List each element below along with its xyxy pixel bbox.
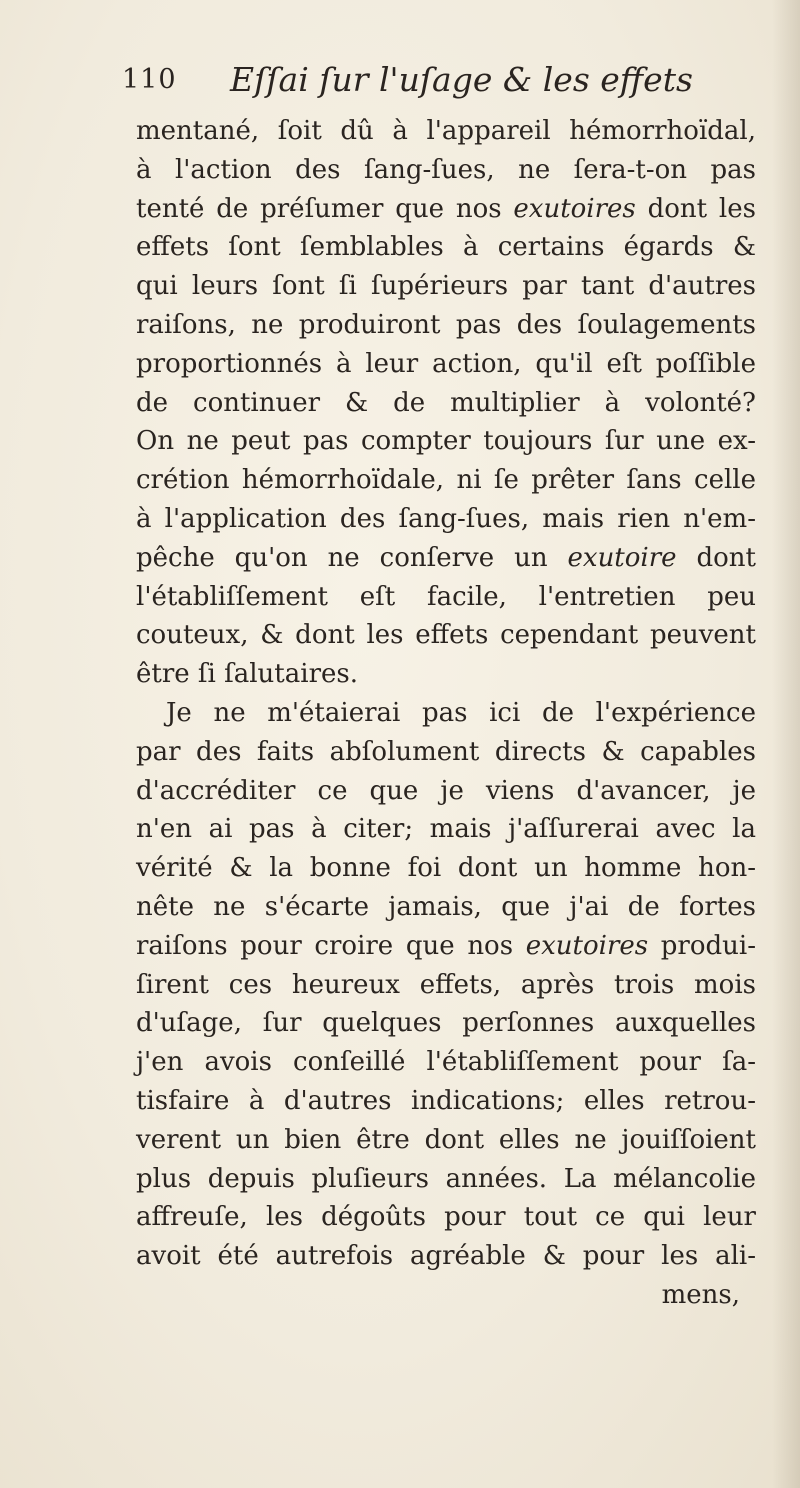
text-line: effets ſont ſemblables à certains égards &: [136, 232, 756, 263]
text-line: ſirent ces heureux effets, après trois mois: [136, 969, 756, 1000]
text-line: tisfaire à d'autres indications; elles retrou-: [136, 1085, 756, 1116]
text-line: On ne peut pas compter toujours ſur une ex-: [136, 426, 756, 457]
italic-term: exutoires: [525, 930, 649, 961]
text-line: avoit été autrefois agréable & pour les ali-: [136, 1241, 756, 1272]
italic-term: exutoire: [567, 542, 677, 573]
text-line: d'accréditer ce que je viens d'avancer, je: [136, 775, 756, 806]
text-line: de continuer & de multiplier à volonté?: [136, 387, 756, 418]
catchword: mens,: [661, 1279, 740, 1310]
text-line: à l'application des ſang-ſues, mais rien n'em-: [136, 503, 756, 534]
text-line: plus depuis pluſieurs années. La mélancolie: [136, 1163, 756, 1194]
text-line: à l'action des ſang-ſues, ne ſera-t-on pas: [136, 154, 756, 185]
text-line: raiſons, ne produiront pas des ſoulagements: [136, 309, 756, 340]
text-line: raiſons pour croire que nos exutoires produi-: [136, 930, 756, 961]
text-line: l'établiſſement eſt facile, l'entretien peu: [136, 581, 756, 612]
text-line: affreuſe, les dégoûts pour tout ce qui leur: [136, 1202, 756, 1233]
text-line: pêche qu'on ne conſerve un exutoire dont: [136, 542, 756, 573]
text-line: qui leurs ſont ſi ſupérieurs par tant d'autres: [136, 271, 756, 302]
text-line: n'en ai pas à citer; mais j'aſſurerai avec la: [136, 814, 756, 845]
running-title: Eſſai ſur l'uſage & les effets: [230, 60, 693, 99]
text-line: vérité & la bonne foi dont un homme hon-: [136, 853, 756, 884]
text-line: tenté de préſumer que nos exutoires dont les: [136, 193, 756, 224]
page-number: 110: [122, 64, 177, 95]
text-line: par des faits abſolument directs & capables: [136, 736, 756, 767]
text-line: mentané, ſoit dû à l'appareil hémorrhoïdal,: [136, 116, 756, 146]
page-header: [122, 52, 742, 108]
body-text: [136, 112, 756, 1315]
paragraph-start-line: Je ne m'étaierai pas ici de l'expérience: [166, 697, 756, 728]
page-edge-shadow: [772, 0, 800, 1488]
text-line: crétion hémorrhoïdale, ni ſe prêter ſans celle: [136, 465, 756, 496]
text-line: proportionnés à leur action, qu'il eſt poſſible: [136, 348, 756, 379]
text-line: j'en avois conſeillé l'établiſſement pour ſa-: [136, 1047, 756, 1078]
text-line: verent un bien être dont elles ne jouiſſoient: [136, 1124, 756, 1155]
text-line: couteux, & dont les effets cependant peuvent: [136, 620, 756, 651]
text-line: être ſi ſalutaires.: [136, 659, 358, 690]
text-line: d'uſage, ſur quelques perſonnes auxquelles: [136, 1008, 756, 1039]
italic-term: exutoires: [513, 193, 636, 224]
text-line: nête ne s'écarte jamais, que j'ai de fortes: [136, 891, 756, 922]
